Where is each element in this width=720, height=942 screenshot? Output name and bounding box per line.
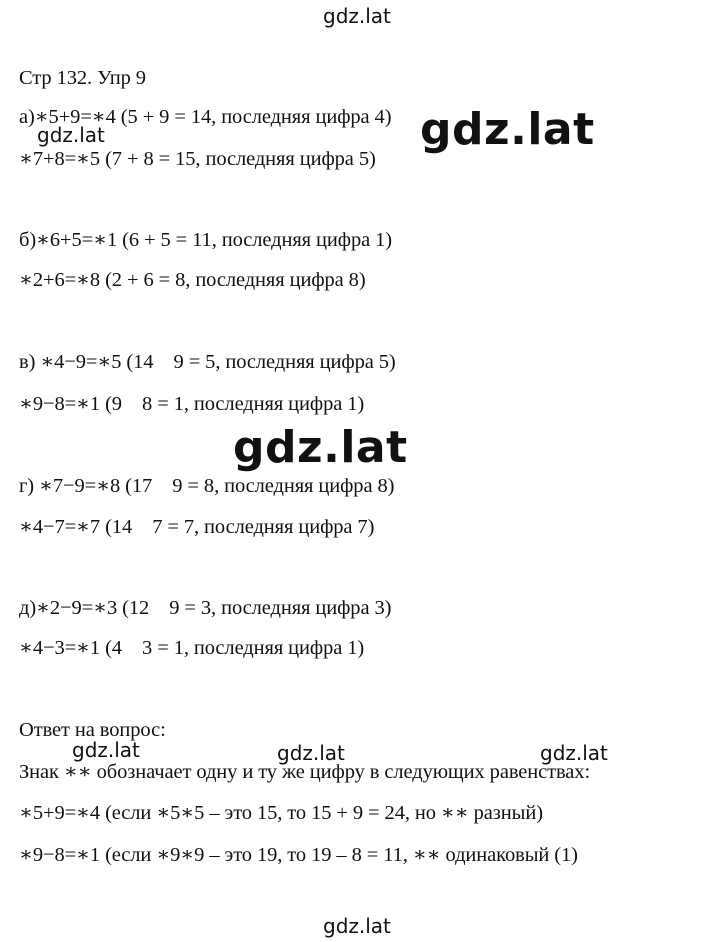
section-a-line-1: а)∗5+9=∗4 (5 + 9 = 14, последняя цифра 4) [19, 106, 392, 128]
watermark-large-2: gdz.lat [233, 422, 408, 473]
page-header: Стр 132. Упр 9 [19, 67, 146, 89]
section-d-line-2: ∗4−3=∗1 (4 3 = 1, последняя цифра 1) [19, 637, 365, 659]
section-b-line-1: б)∗6+5=∗1 (6 + 5 = 11, последняя цифра 1) [19, 229, 393, 251]
watermark-small-1: gdz.lat [37, 123, 105, 147]
answer-line-2: ∗5+9=∗4 (если ∗5∗5 – это 15, то 15 + 9 = 24, но ∗∗ разный) [19, 802, 543, 824]
section-v-line-1: в) ∗4−9=∗5 (14 9 = 5, последняя цифра 5) [19, 351, 396, 373]
section-v-line-2: ∗9−8=∗1 (9 8 = 1, последняя цифра 1) [19, 393, 365, 415]
watermark-large-1: gdz.lat [420, 104, 595, 155]
watermark-top: gdz.lat [323, 4, 391, 28]
section-g-line-1: г) ∗7−9=∗8 (17 9 = 8, последняя цифра 8) [19, 475, 395, 497]
watermark-small-4: gdz.lat [540, 741, 608, 765]
section-g-line-2: ∗4−7=∗7 (14 7 = 7, последняя цифра 7) [19, 516, 375, 538]
answer-line-3: ∗9−8=∗1 (если ∗9∗9 – это 19, то 19 – 8 = 11, ∗∗ одинаковый (1) [19, 844, 578, 866]
answer-line-1: Знак ∗∗ обозначает одну и ту же цифру в следующих равенствах: [19, 761, 591, 783]
section-a-line-2: ∗7+8=∗5 (7 + 8 = 15, последняя цифра 5) [19, 148, 376, 170]
section-b-line-2: ∗2+6=∗8 (2 + 6 = 8, последняя цифра 8) [19, 269, 366, 291]
watermark-bottom: gdz.lat [323, 914, 391, 938]
answer-heading: Ответ на вопрос: [19, 719, 166, 741]
watermark-small-2: gdz.lat [72, 738, 140, 762]
section-d-line-1: д)∗2−9=∗3 (12 9 = 3, последняя цифра 3) [19, 597, 392, 619]
watermark-small-3: gdz.lat [277, 741, 345, 765]
